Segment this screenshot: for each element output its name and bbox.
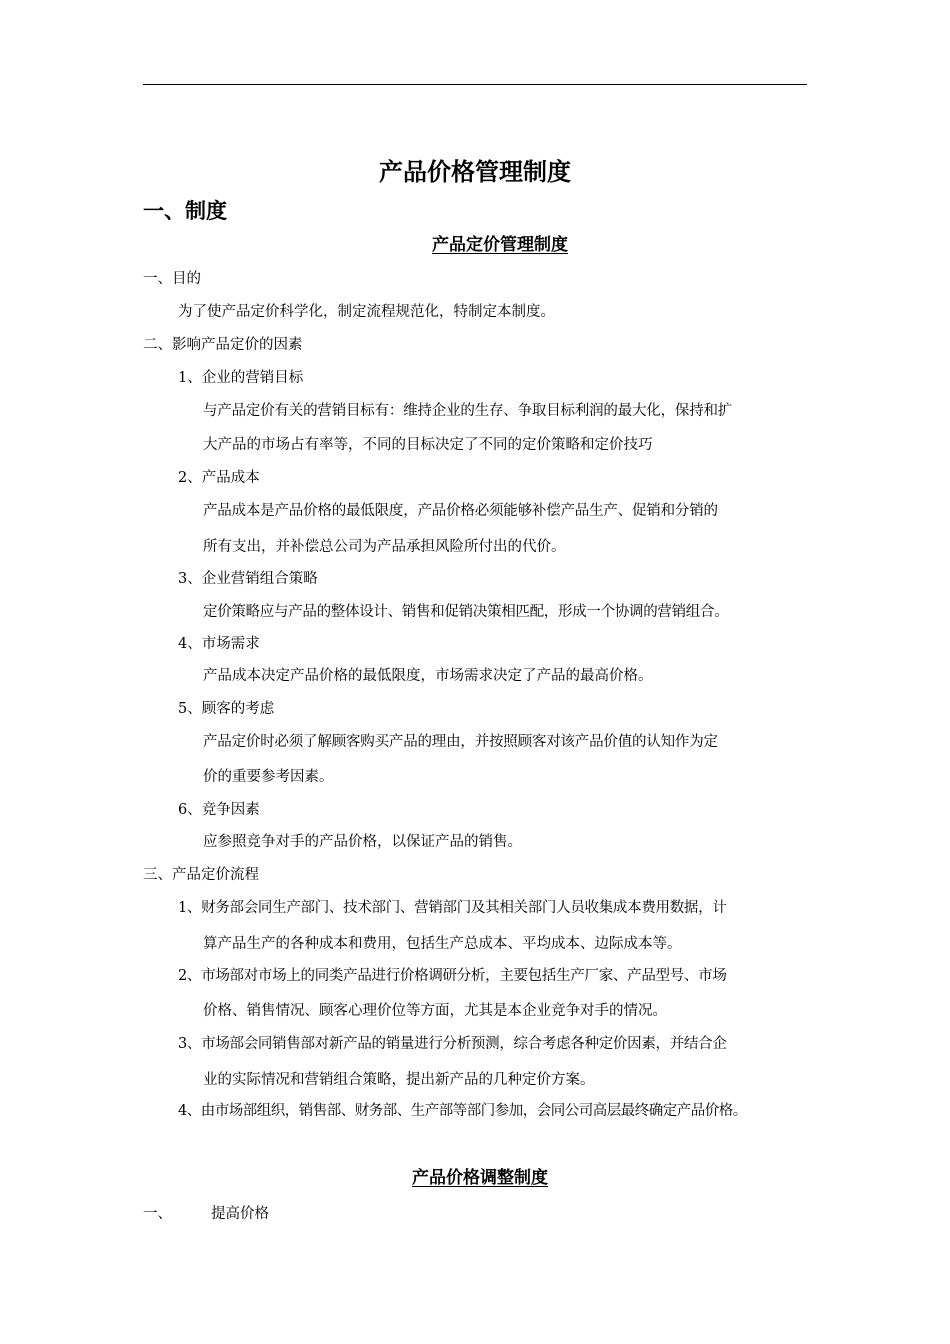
factor-text: 大产品的市场占有率等，不同的目标决定了不同的定价策略和定价技巧 [203,437,653,453]
factor-text: 所有支出，并补偿总公司为产品承担风险所付出的代价。 [203,539,566,555]
factor-text: 产品成本是产品价格的最低限度，产品价格必须能够补偿产品生产、促销和分销的 [203,503,718,519]
adjustment-item-number: 一、 [143,1206,172,1222]
factor-title: 2、产品成本 [178,470,260,486]
document-title: 产品价格管理制度 [379,158,571,186]
process-step: 1、财务部会同生产部门、技术部门、营销部门及其相关部门人员收集成本费用数据，计 [178,900,727,916]
purpose-heading: 一、目的 [143,271,201,287]
factor-text: 产品定价时必须了解顾客购买产品的理由，并按照顾客对该产品价值的认知作为定 [203,734,718,750]
header-rule [143,84,807,85]
adjustment-item-text: 提高价格 [211,1206,269,1222]
factor-title: 3、企业营销组合策略 [178,571,318,587]
factors-heading: 二、影响产品定价的因素 [143,337,303,353]
process-step: 4、由市场部组织，销售部、财务部、生产部等部门参加，会同公司高层最终确定产品价格。 [178,1103,747,1119]
section-heading: 一、制度 [143,199,227,223]
adjustment-policy-title: 产品价格调整制度 [412,1168,548,1188]
factor-title: 5、顾客的考虑 [178,701,275,717]
process-step: 业的实际情况和营销组合策略，提出新产品的几种定价方案。 [203,1072,595,1088]
factor-title: 6、竞争因素 [178,802,260,818]
process-step: 2、市场部对市场上的同类产品进行价格调研分析，主要包括生产厂家、产品型号、市场 [178,968,727,984]
factor-text: 定价策略应与产品的整体设计、销售和促销决策相匹配，形成一个协调的营销组合。 [203,604,729,620]
pricing-policy-title: 产品定价管理制度 [432,235,568,255]
process-step: 3、市场部会同销售部对新产品的销量进行分析预测，综合考虑各种定价因素，并结合企 [178,1036,727,1052]
factor-title: 1、企业的营销目标 [178,370,304,386]
purpose-text: 为了使产品定价科学化，制定流程规范化，特制定本制度。 [178,304,555,320]
process-step: 价格、销售情况、顾客心理价位等方面，尤其是本企业竞争对手的情况。 [203,1003,667,1019]
factor-text: 产品成本决定产品价格的最低限度，市场需求决定了产品的最高价格。 [203,668,653,684]
factor-text: 应参照竞争对手的产品价格，以保证产品的销售。 [203,834,522,850]
factor-text: 与产品定价有关的营销目标有：维持企业的生存、争取目标利润的最大化，保持和扩 [203,403,733,419]
factor-text: 价的重要参考因素。 [203,769,334,785]
process-heading: 三、产品定价流程 [143,867,259,883]
factor-title: 4、市场需求 [178,636,260,652]
process-step: 算产品生产的各种成本和费用，包括生产总成本、平均成本、边际成本等。 [203,936,682,952]
